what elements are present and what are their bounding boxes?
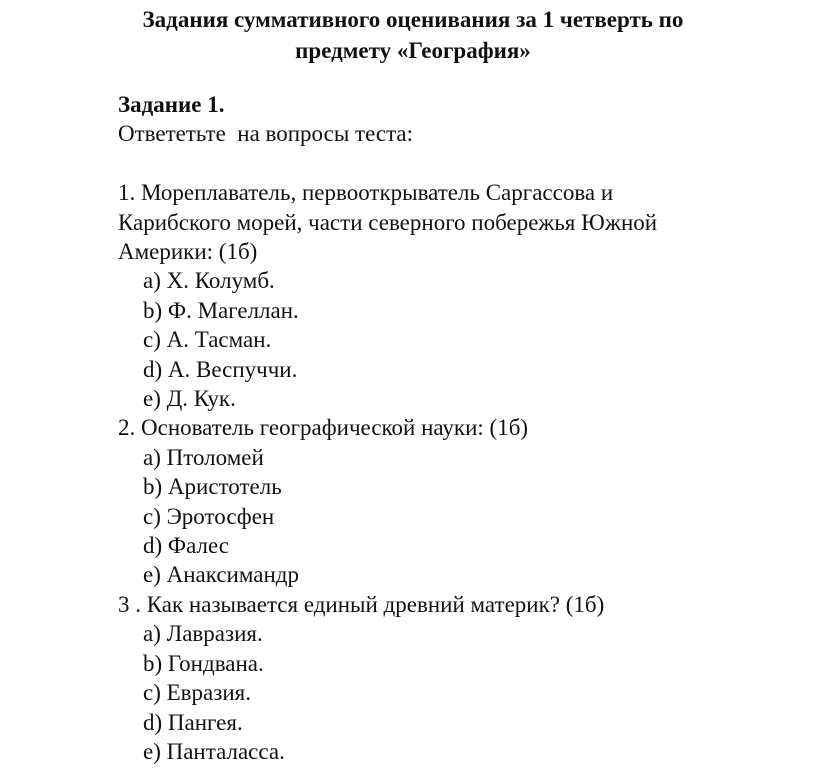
answer-option: e) Панталасса. [143,738,285,764]
instruction-text: Ответетьте на вопросы теста: [118,121,414,147]
answer-option: e) Д. Кук. [143,386,236,412]
answer-option: a) Х. Колумб. [143,268,275,294]
question-text: 1. Мореплаватель, первооткрыватель Саргассова и [118,180,614,206]
task-heading: Задание 1. [118,92,225,117]
question-text: Карибского морей, части северного побережья Южной [118,209,658,235]
answer-option: e) Анаксимандр [143,562,299,588]
answer-option: b) Гондвана. [143,650,264,676]
answer-option: d) Пангея. [143,709,243,735]
document-body [118,90,798,766]
answer-option: a) Лавразия. [143,621,263,647]
answer-option: c) Эротосфен [143,503,275,529]
answer-option: c) Евразия. [143,680,251,706]
question-1 [118,178,798,413]
document-title [60,4,766,66]
answer-option: c) А. Тасман. [143,327,272,353]
question-text: Америки: (1б) [118,239,258,265]
question-3 [118,590,798,766]
title-line-2: предмету «География» [295,38,531,63]
answer-option: b) Аристотель [143,474,282,500]
question-2 [118,413,798,589]
question-text: 3 . Как называется единый древний материк? (1б) [118,591,605,617]
answer-option: d) А. Веспуччи. [143,356,298,382]
answer-option: d) Фалес [143,533,229,559]
spacer [118,149,798,178]
answer-option: b) Ф. Магеллан. [143,297,299,323]
question-text: 2. Основатель географической науки: (1б) [118,415,529,441]
answer-option: a) Птоломей [143,444,264,470]
title-line-1: Задания суммативного оценивания за 1 четверть по [142,7,684,32]
